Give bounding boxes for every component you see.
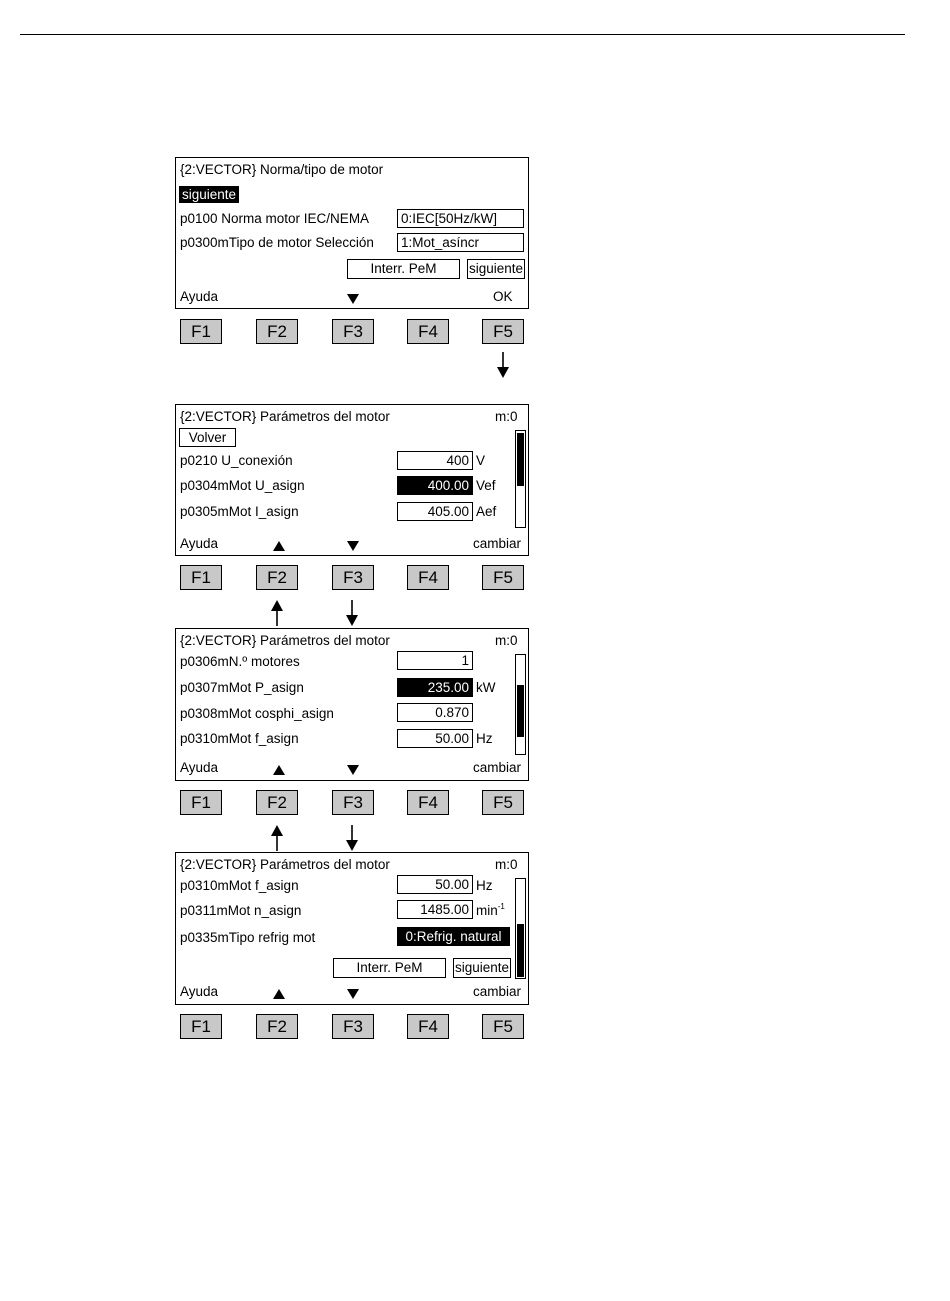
f4-key[interactable]: F4 bbox=[407, 565, 449, 590]
unit-text: min bbox=[476, 903, 498, 918]
scrollbar-thumb[interactable] bbox=[517, 924, 524, 977]
mode-indicator: m:0 bbox=[495, 633, 518, 648]
arrow-down-icon bbox=[496, 351, 510, 379]
unit-label: V bbox=[476, 453, 486, 468]
siguiente-selected-item[interactable]: siguiente bbox=[179, 186, 239, 203]
f5-key[interactable]: F5 bbox=[482, 790, 524, 815]
param-label-p0307: p0307mMot P_asign bbox=[180, 680, 304, 695]
unit-superscript: -1 bbox=[497, 902, 505, 911]
softkey-ayuda-label: Ayuda bbox=[180, 536, 219, 551]
param-label-p0310: p0310mMot f_asign bbox=[180, 731, 299, 746]
mode-indicator: m:0 bbox=[495, 409, 518, 424]
param-value-p0300[interactable]: 1:Mot_asíncr bbox=[397, 233, 524, 252]
param-value-p0307[interactable]: 235.00 bbox=[397, 678, 473, 697]
unit-label: kW bbox=[476, 680, 496, 695]
siguiente-button[interactable]: siguiente bbox=[467, 259, 525, 279]
arrow-up-icon bbox=[270, 599, 284, 627]
param-label-p0304: p0304mMot U_asign bbox=[180, 478, 305, 493]
down-icon bbox=[347, 541, 359, 551]
f1-key[interactable]: F1 bbox=[180, 1014, 222, 1039]
scrollbar[interactable] bbox=[515, 430, 526, 528]
f4-key[interactable]: F4 bbox=[407, 790, 449, 815]
unit-label: Aef bbox=[476, 504, 497, 519]
down-icon bbox=[347, 989, 359, 999]
f2-key[interactable]: F2 bbox=[256, 790, 298, 815]
unit-label: Hz bbox=[476, 878, 493, 893]
screen-parametros-motor-3 bbox=[175, 852, 529, 1005]
scrollbar-thumb[interactable] bbox=[517, 433, 524, 486]
screen-title: {2:VECTOR} Norma/tipo de motor bbox=[180, 162, 384, 177]
softkey-cambiar-label: cambiar bbox=[473, 536, 522, 551]
screen-parametros-motor-2 bbox=[175, 628, 529, 781]
f1-key[interactable]: F1 bbox=[180, 565, 222, 590]
arrow-up-icon bbox=[270, 824, 284, 852]
param-value-p0306[interactable]: 1 bbox=[397, 651, 473, 670]
param-label-p0306: p0306mN.º motores bbox=[180, 654, 300, 669]
param-value-p0311[interactable]: 1485.00 bbox=[397, 900, 473, 919]
mode-indicator: m:0 bbox=[495, 857, 518, 872]
f4-key[interactable]: F4 bbox=[407, 319, 449, 344]
softkey-cambiar-label: cambiar bbox=[473, 760, 522, 775]
f2-key[interactable]: F2 bbox=[256, 319, 298, 344]
softkey-ayuda-label: Ayuda bbox=[180, 984, 219, 999]
param-value-p0305[interactable]: 405.00 bbox=[397, 502, 473, 521]
param-label-p0305: p0305mMot I_asign bbox=[180, 504, 299, 519]
scrollbar-thumb[interactable] bbox=[517, 685, 524, 737]
screen-title: {2:VECTOR} Parámetros del motor bbox=[180, 633, 390, 648]
f4-key[interactable]: F4 bbox=[407, 1014, 449, 1039]
param-label-p0311: p0311mMot n_asign bbox=[180, 903, 302, 918]
volver-button[interactable]: Volver bbox=[179, 428, 236, 447]
f1-key[interactable]: F1 bbox=[180, 319, 222, 344]
param-value-p0304[interactable]: 400.00 bbox=[397, 476, 473, 495]
screen-title: {2:VECTOR} Parámetros del motor bbox=[180, 409, 390, 424]
softkey-ok-label: OK bbox=[493, 289, 513, 304]
param-value-p0308[interactable]: 0.870 bbox=[397, 703, 473, 722]
interr-pem-button[interactable]: Interr. PeM bbox=[347, 259, 460, 279]
param-label-p0335: p0335mTipo refrig mot bbox=[180, 930, 316, 945]
param-label-p0210: p0210 U_conexión bbox=[180, 453, 293, 468]
param-value-p0210[interactable]: 400 bbox=[397, 451, 473, 470]
f3-key[interactable]: F3 bbox=[332, 319, 374, 344]
unit-label bbox=[476, 902, 505, 919]
interr-pem-button[interactable]: Interr. PeM bbox=[333, 958, 446, 978]
up-icon bbox=[273, 989, 285, 999]
scrollbar[interactable] bbox=[515, 878, 526, 979]
f1-key[interactable]: F1 bbox=[180, 790, 222, 815]
param-value-p0100[interactable]: 0:IEC[50Hz/kW] bbox=[397, 209, 524, 228]
f3-key[interactable]: F3 bbox=[332, 1014, 374, 1039]
siguiente-button[interactable]: siguiente bbox=[453, 958, 511, 978]
f3-key[interactable]: F3 bbox=[332, 565, 374, 590]
softkey-ayuda-label: Ayuda bbox=[180, 289, 219, 304]
f5-key[interactable]: F5 bbox=[482, 565, 524, 590]
param-label-p0100: p0100 Norma motor IEC/NEMA bbox=[180, 211, 370, 226]
unit-label: Vef bbox=[476, 478, 496, 493]
down-icon bbox=[347, 294, 359, 304]
up-icon bbox=[273, 541, 285, 551]
f2-key[interactable]: F2 bbox=[256, 1014, 298, 1039]
param-label-p0308: p0308mMot cosphi_asign bbox=[180, 706, 334, 721]
f2-key[interactable]: F2 bbox=[256, 565, 298, 590]
down-icon bbox=[347, 765, 359, 775]
param-label-p0300: p0300mTipo de motor Selección bbox=[180, 235, 374, 250]
screen-parametros-motor-1 bbox=[175, 404, 529, 556]
screen-title: {2:VECTOR} Parámetros del motor bbox=[180, 857, 390, 872]
unit-label: Hz bbox=[476, 731, 493, 746]
f5-key[interactable]: F5 bbox=[482, 1014, 524, 1039]
param-value-p0335[interactable]: 0:Refrig. natural bbox=[397, 927, 510, 946]
param-value-p0310[interactable]: 50.00 bbox=[397, 875, 473, 894]
param-label-p0310: p0310mMot f_asign bbox=[180, 878, 299, 893]
top-rule bbox=[20, 34, 905, 35]
param-value-p0310[interactable]: 50.00 bbox=[397, 729, 473, 748]
screen-norma-tipo-motor bbox=[175, 157, 529, 309]
f5-key[interactable]: F5 bbox=[482, 319, 524, 344]
up-icon bbox=[273, 765, 285, 775]
f3-key[interactable]: F3 bbox=[332, 790, 374, 815]
arrow-down-icon bbox=[345, 824, 359, 852]
softkey-cambiar-label: cambiar bbox=[473, 984, 522, 999]
arrow-down-icon bbox=[345, 599, 359, 627]
softkey-ayuda-label: Ayuda bbox=[180, 760, 219, 775]
scrollbar[interactable] bbox=[515, 654, 526, 755]
